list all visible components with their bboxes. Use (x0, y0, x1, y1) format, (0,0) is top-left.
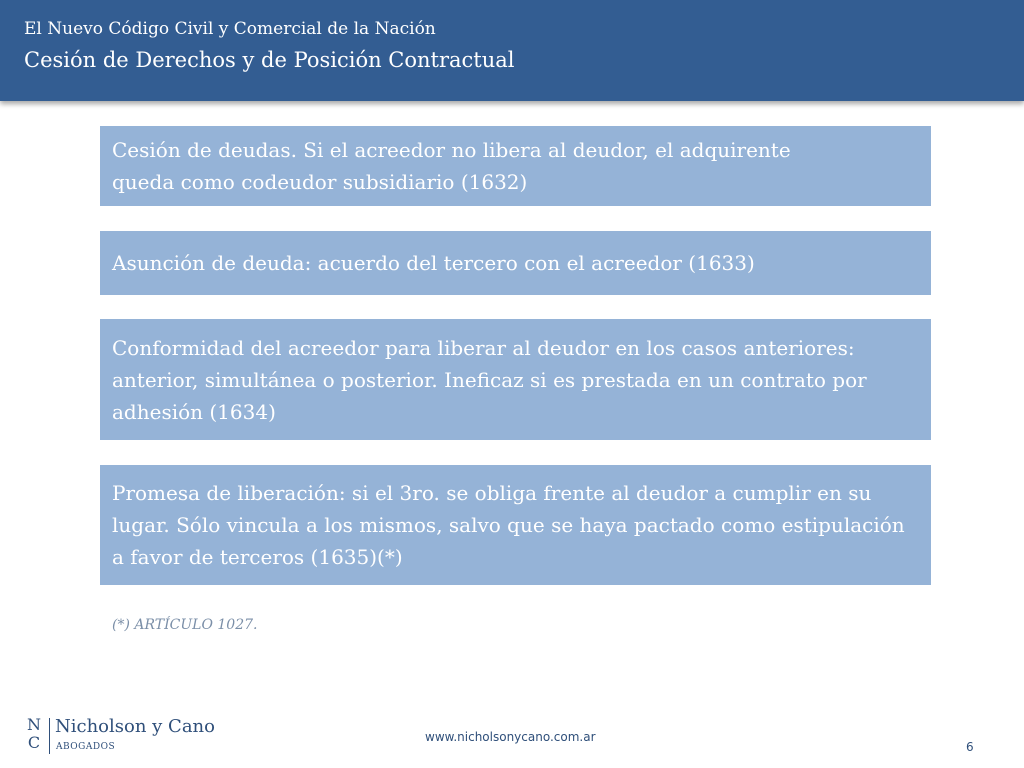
logo-divider (49, 718, 50, 754)
page-title: Cesión de Derechos y de Posición Contractual (24, 48, 515, 72)
logo-name: Nicholson y Cano (55, 716, 215, 737)
website-url: www.nicholsonycano.com.ar (425, 730, 596, 744)
content-box-conformidad-acreedor (100, 319, 931, 440)
page-number: 6 (966, 740, 974, 754)
content-box-text: Asunción de deuda: acuerdo del tercero con el acreedor (1633) (112, 251, 755, 275)
content-box-text: Conformidad del acreedor para liberar al deudor en los casos anteriores: anterior, simultánea o posterior. Ineficaz si es prestada en un contrato por adhesión (1634) (112, 335, 867, 424)
logo-initials (24, 716, 44, 752)
content-box-cesion-deudas (100, 126, 931, 206)
content-box-promesa-liberacion (100, 465, 931, 585)
content-box-text: Cesión de deudas. Si el acreedor no libera al deudor, el adquirente queda como codeudor subsidiario (1632) (112, 138, 791, 194)
company-logo (24, 716, 224, 758)
content-box-asuncion-deuda (100, 231, 931, 295)
content-box-text: Promesa de liberación: si el 3ro. se obliga frente al deudor a cumplir en su lugar. Sólo vincula a los mismos, salvo que se haya pactado como estipulación a favor de terceros (1635)(*) (112, 481, 905, 569)
logo-initial-n: N (27, 715, 41, 734)
footnote: (*) ARTÍCULO 1027. (112, 617, 258, 633)
logo-initial-c: C (27, 733, 41, 752)
header-subtitle: El Nuevo Código Civil y Comercial de la Nación (24, 19, 436, 39)
header-bar (0, 0, 1024, 101)
logo-tagline: ABOGADOS (56, 742, 116, 752)
